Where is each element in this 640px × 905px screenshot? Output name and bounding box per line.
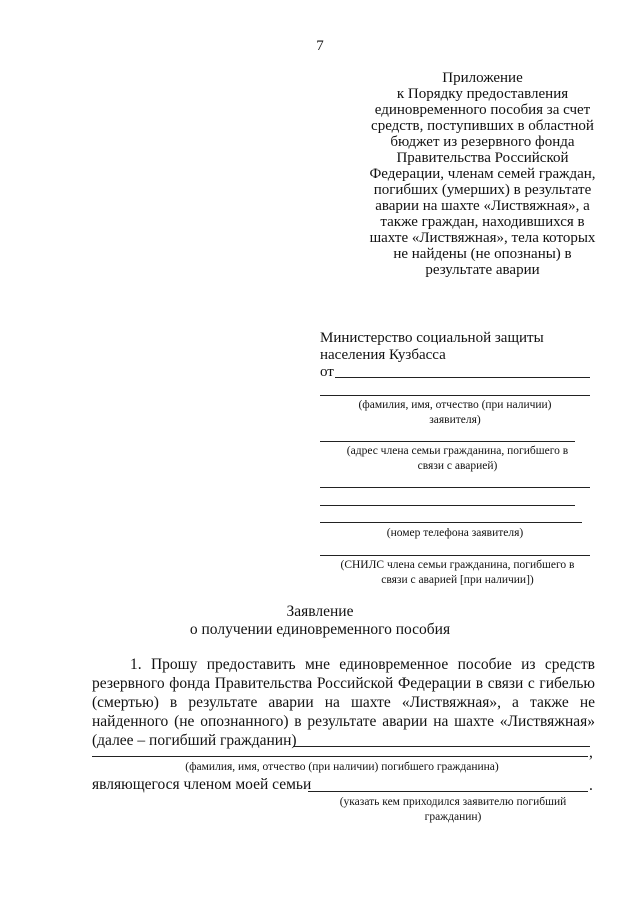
document-subtitle: о получении единовременного пособия xyxy=(189,621,451,638)
caption-line: заявителя) xyxy=(429,414,481,426)
caption-line: (фамилия, имя, отчество (при наличии) xyxy=(358,399,552,411)
body-line: резервного фонда Правительства Российской Федерации в связи с гибелью xyxy=(92,675,595,692)
body-line: (смертью) в результате аварии на шахте «Листвяжная», а также не xyxy=(92,694,595,711)
appendix-line: средств, поступивших в областной xyxy=(371,118,594,134)
relation-underline[interactable] xyxy=(308,791,588,792)
from-label: от xyxy=(320,364,334,380)
appendix-header xyxy=(360,70,605,278)
caption-line: связи с аварией [при наличии]) xyxy=(381,574,534,586)
appendix-line: Правительства Российской xyxy=(396,150,569,166)
deceased-underline-2[interactable] xyxy=(92,756,588,757)
address-underline[interactable] xyxy=(320,441,575,442)
from-underline[interactable] xyxy=(335,377,590,378)
body-line: (далее – погибший гражданин) xyxy=(92,732,297,749)
appendix-line: результате аварии xyxy=(425,262,540,278)
appendix-line: Приложение xyxy=(442,70,523,86)
snils-caption xyxy=(320,558,595,588)
comma: , xyxy=(589,744,593,761)
appendix-line: шахте «Листвяжная», тела которых xyxy=(369,230,596,246)
address-caption xyxy=(320,444,595,474)
phone-underline[interactable] xyxy=(320,522,582,523)
deceased-underline-1[interactable] xyxy=(293,746,590,747)
caption-line: (адрес члена семьи гражданина, погибшего в xyxy=(346,445,569,457)
phone-caption: (номер телефона заявителя) xyxy=(386,527,524,539)
relation-caption xyxy=(308,795,598,825)
snils-underline[interactable] xyxy=(320,555,590,556)
appendix-line: единовременного пособия за счет xyxy=(374,102,591,118)
appendix-line: также граждан, находившихся в xyxy=(380,214,585,230)
caption-line: гражданин) xyxy=(424,811,482,823)
addressee-line-2: населения Кузбасса xyxy=(320,347,446,363)
appendix-line: Федерации, членам семей граждан, xyxy=(369,166,596,182)
caption-line: (СНИЛС члена семьи гражданина, погибшего в xyxy=(340,559,575,571)
address-underline-3[interactable] xyxy=(320,505,575,506)
member-text: являющегося членом моей семьи xyxy=(92,776,312,793)
appendix-line: не найдены (не опознаны) в xyxy=(393,246,572,262)
page-number: 7 xyxy=(316,38,324,54)
addressee-line-1: Министерство социальной защиты xyxy=(320,330,544,346)
appendix-line: погибших (умерших) в результате xyxy=(373,182,592,198)
appendix-line: бюджет из резервного фонда xyxy=(390,134,575,150)
applicant-name-caption xyxy=(320,398,590,428)
deceased-name-caption: (фамилия, имя, отчество (при наличии) погибшего гражданина) xyxy=(185,761,499,773)
address-underline-2[interactable] xyxy=(320,487,590,488)
appendix-line: аварии на шахте «Листвяжная», а xyxy=(375,198,590,214)
caption-line: связи с аварией) xyxy=(417,460,498,472)
body-line: 1. Прошу предоставить мне единовременное пособие из средств xyxy=(130,656,595,673)
document-title: Заявление xyxy=(286,603,354,620)
period: . xyxy=(589,777,593,794)
appendix-line: к Порядку предоставления xyxy=(396,86,569,102)
applicant-name-underline[interactable] xyxy=(320,395,590,396)
body-line: найденного (не опознанного) в результате аварии на шахте «Листвяжная» xyxy=(92,713,595,730)
caption-line: (указать кем приходился заявителю погибший xyxy=(339,796,567,808)
